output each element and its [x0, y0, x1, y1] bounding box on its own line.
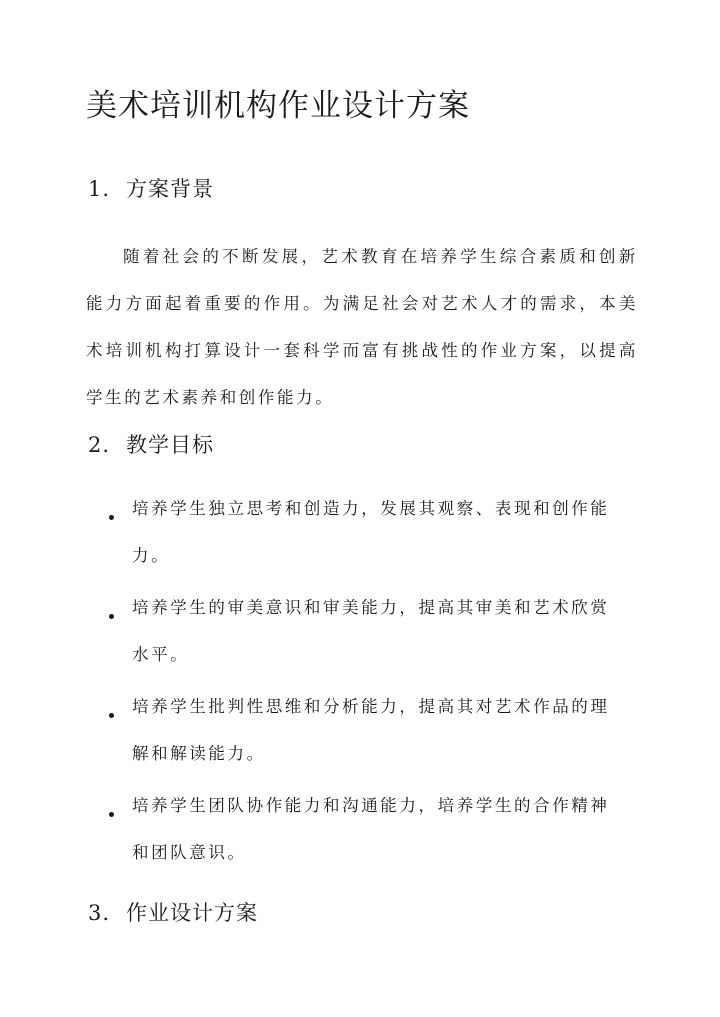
- section-number: 3.: [88, 901, 111, 925]
- document-title: 美术培训机构作业设计方案: [86, 88, 470, 124]
- list-item: [86, 498, 638, 594]
- bullet-icon: [109, 614, 114, 619]
- section-number: 2.: [88, 433, 111, 457]
- section-number: 1.: [88, 177, 111, 201]
- list-item-text: 培养学生团队协作能力和沟通能力，培养学生的合作精神和团队意识。: [132, 796, 610, 862]
- background-paragraph: 随着社会的不断发展，艺术教育在培养学生综合素质和创新能力方面起着重要的作用。为满足社会对艺术人才的需求，本美术培训机构打算设计一套科学而富有挑战性的作业方案，以提高学生的艺术素养和创作能力。: [86, 247, 638, 407]
- list-item: [86, 795, 638, 891]
- list-item-text: 培养学生的审美意识和审美能力，提高其审美和艺术欣赏水平。: [132, 598, 610, 664]
- list-item: [86, 696, 638, 792]
- section-title: 教学目标: [126, 433, 214, 457]
- list-item: [86, 597, 638, 693]
- section-heading-design: [88, 898, 258, 928]
- section-title: 作业设计方案: [126, 901, 258, 925]
- section-heading-background: [88, 174, 214, 204]
- bullet-icon: [109, 515, 114, 520]
- section-title: 方案背景: [126, 177, 214, 201]
- list-item-text: 培养学生独立思考和创造力，发展其观察、表现和创作能力。: [132, 499, 610, 565]
- bullet-icon: [109, 812, 114, 817]
- list-item-text: 培养学生批判性思维和分析能力，提高其对艺术作品的理解和解读能力。: [132, 697, 610, 763]
- bullet-icon: [109, 713, 114, 718]
- section-heading-goals: [88, 430, 214, 460]
